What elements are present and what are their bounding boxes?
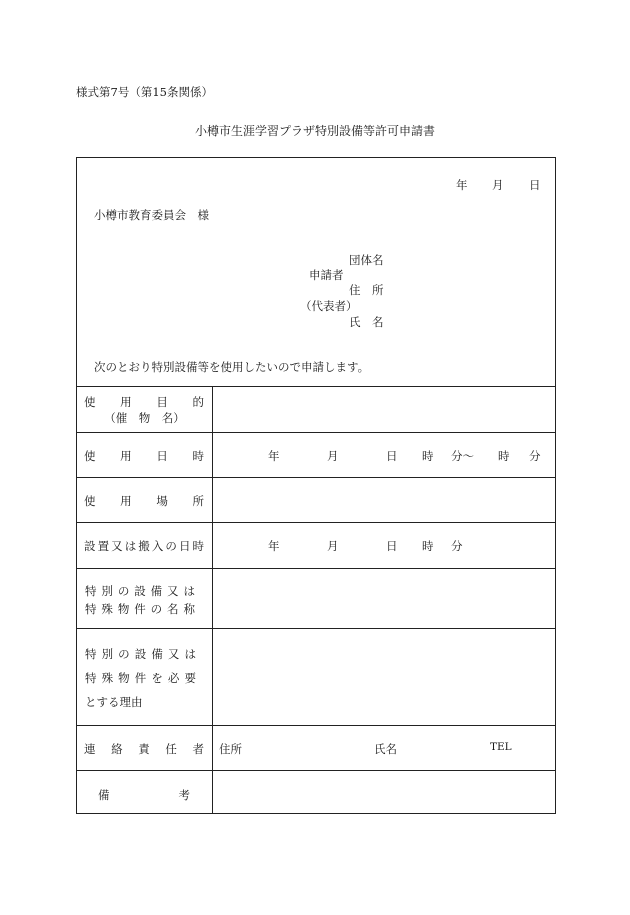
equipment-name-label-line1: 特 別 の 設 備 又 は bbox=[85, 584, 195, 598]
reason-label bbox=[77, 646, 212, 710]
usage-year-unit: 年 bbox=[268, 449, 280, 463]
install-datetime-field[interactable] bbox=[213, 523, 556, 568]
applicant-label: 申請者 bbox=[309, 268, 344, 282]
install-hour-unit: 時 bbox=[422, 539, 434, 553]
usage-end-hour-unit: 時 bbox=[498, 449, 510, 463]
usage-end-minute-unit: 分 bbox=[529, 449, 541, 463]
group-name-label: 団体名 bbox=[349, 253, 384, 267]
application-form bbox=[76, 157, 556, 814]
addressee: 小樽市教育委員会 様 bbox=[94, 208, 209, 222]
reason-label-line2: 特 殊 物 件 を 必 要 bbox=[85, 671, 196, 685]
representative-label: （代表者） bbox=[300, 299, 358, 313]
contact-tel-label: TEL bbox=[490, 741, 512, 753]
date-day-label: 日 bbox=[529, 178, 541, 192]
install-month-unit: 月 bbox=[327, 539, 339, 553]
reason-label-line3: とする理由 bbox=[85, 695, 143, 709]
usage-place-field[interactable] bbox=[213, 478, 556, 522]
reason-label-line1: 特 別 の 設 備 又 は bbox=[85, 647, 196, 661]
usage-hour-unit: 時 bbox=[422, 449, 434, 463]
address-label: 住 所 bbox=[349, 283, 384, 297]
install-year-unit: 年 bbox=[268, 539, 280, 553]
contact-person-label: 連 絡 責 任 者 bbox=[84, 742, 204, 756]
install-minute-unit: 分 bbox=[451, 539, 463, 553]
form-number: 様式第7号（第15条関係） bbox=[76, 85, 213, 99]
application-statement: 次のとおり特別設備等を使用したいので申請します。 bbox=[94, 360, 370, 374]
form-title: 小樽市生涯学習プラザ特別設備等許可申請書 bbox=[194, 124, 435, 138]
contact-address-label: 住所 bbox=[219, 742, 242, 756]
date-month-label: 月 bbox=[492, 178, 504, 192]
usage-day-unit: 日 bbox=[386, 449, 398, 463]
reason-field[interactable] bbox=[213, 629, 556, 725]
usage-minute-to-unit: 分～ bbox=[451, 449, 474, 463]
equipment-name-field[interactable] bbox=[213, 569, 556, 628]
usage-place-label: 使 用 場 所 bbox=[84, 494, 204, 508]
equipment-name-label bbox=[77, 583, 212, 617]
date-year-label: 年 bbox=[456, 178, 468, 192]
remarks-field[interactable] bbox=[213, 771, 556, 814]
install-datetime-label: 設 置 又 は 搬 入 の 日 時 bbox=[84, 539, 204, 553]
remarks-label: 備 考 bbox=[98, 788, 190, 802]
usage-datetime-label: 使 用 日 時 bbox=[84, 449, 204, 463]
contact-name-label: 氏名 bbox=[374, 742, 397, 756]
equipment-name-label-line2: 特 殊 物 件 の 名 称 bbox=[85, 602, 195, 616]
usage-month-unit: 月 bbox=[327, 449, 339, 463]
purpose-field[interactable] bbox=[213, 387, 556, 432]
purpose-sublabel: （催 物 名） bbox=[104, 411, 185, 425]
name-label: 氏 名 bbox=[349, 315, 384, 329]
install-day-unit: 日 bbox=[386, 539, 398, 553]
purpose-label: 使 用 目 的 bbox=[84, 395, 204, 409]
